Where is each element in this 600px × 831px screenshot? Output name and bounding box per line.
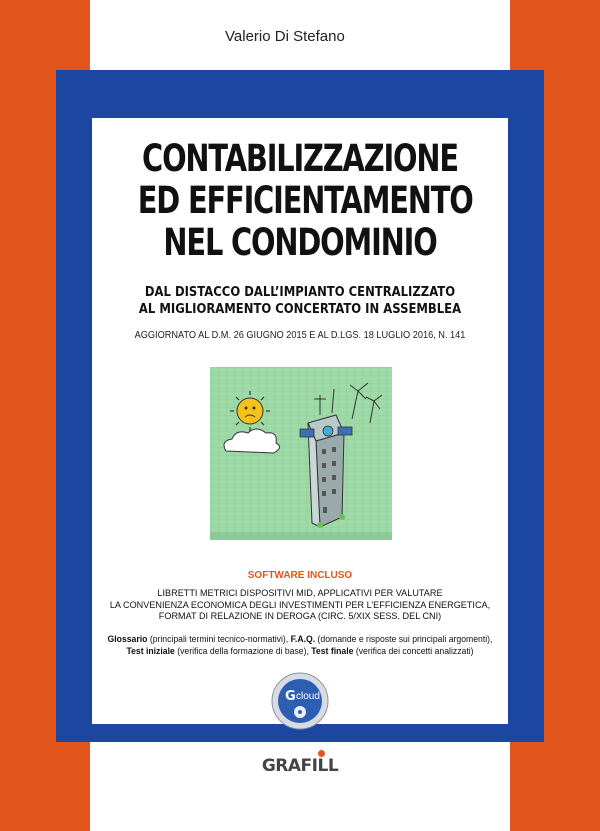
title-line-1: CONTABILIZZAZIONE [142,137,458,180]
faq-desc: (domande e risposte sui principali argomenti), [315,634,493,644]
software-description [102,588,497,623]
software-line-2: LA CONVENIENZA ECONOMICA DEGLI INVESTIMENTI PER L’EFFICIENZA ENERGETICA, [109,599,491,611]
software-line-3: FORMAT DI RELAZIONE IN DEROGA (CIRC. 5/XIX SESS. DEL CNI) [158,611,442,622]
glossary-text [107,634,494,657]
final-test-desc: (verifica dei concetti analizzati) [353,645,474,656]
glossary-line-2 [107,646,494,658]
faq-label: F.A.Q. [290,634,316,644]
update-note: AGGIORNATO AL D.M. 26 GIUGNO 2015 E AL D.LGS. 18 LUGLIO 2016, N. 141 [134,330,466,341]
gcloud-letter: G [285,689,296,704]
title-line-3: NEL CONDOMINIO [163,221,437,264]
glossary-line-1 [107,634,494,646]
gcloud-cd-icon [271,672,329,730]
cover-illustration [210,367,392,540]
initial-test-desc: (verifica della formazione di base), [174,645,312,656]
book-subtitle [121,284,479,318]
final-test-label: Test finale [311,645,354,656]
subtitle-line-2: AL MIGLIORAMENTO CONCERTATO IN ASSEMBLEA [138,301,462,317]
book-title [137,137,473,264]
title-line-2: ED EFFICIENTAMENTO [137,179,473,222]
author-name: Valerio Di Stefano [225,28,345,45]
subtitle-line-1: DAL DISTACCO DALL’IMPIANTO CENTRALIZZATO [144,284,456,300]
software-included-label: SOFTWARE INCLUSO [247,570,353,581]
glossary-desc: (principali termini tecnico-normativi), [147,634,291,644]
gcloud-label: cloud [296,691,320,702]
initial-test-label: Test iniziale [126,645,175,656]
publisher-logo: GRAFILL [261,756,339,776]
glossary-label: Glossario [107,634,148,644]
software-line-1: LIBRETTI METRICI DISPOSITIVI MID, APPLICATIVI PER VALUTARE [157,588,443,599]
